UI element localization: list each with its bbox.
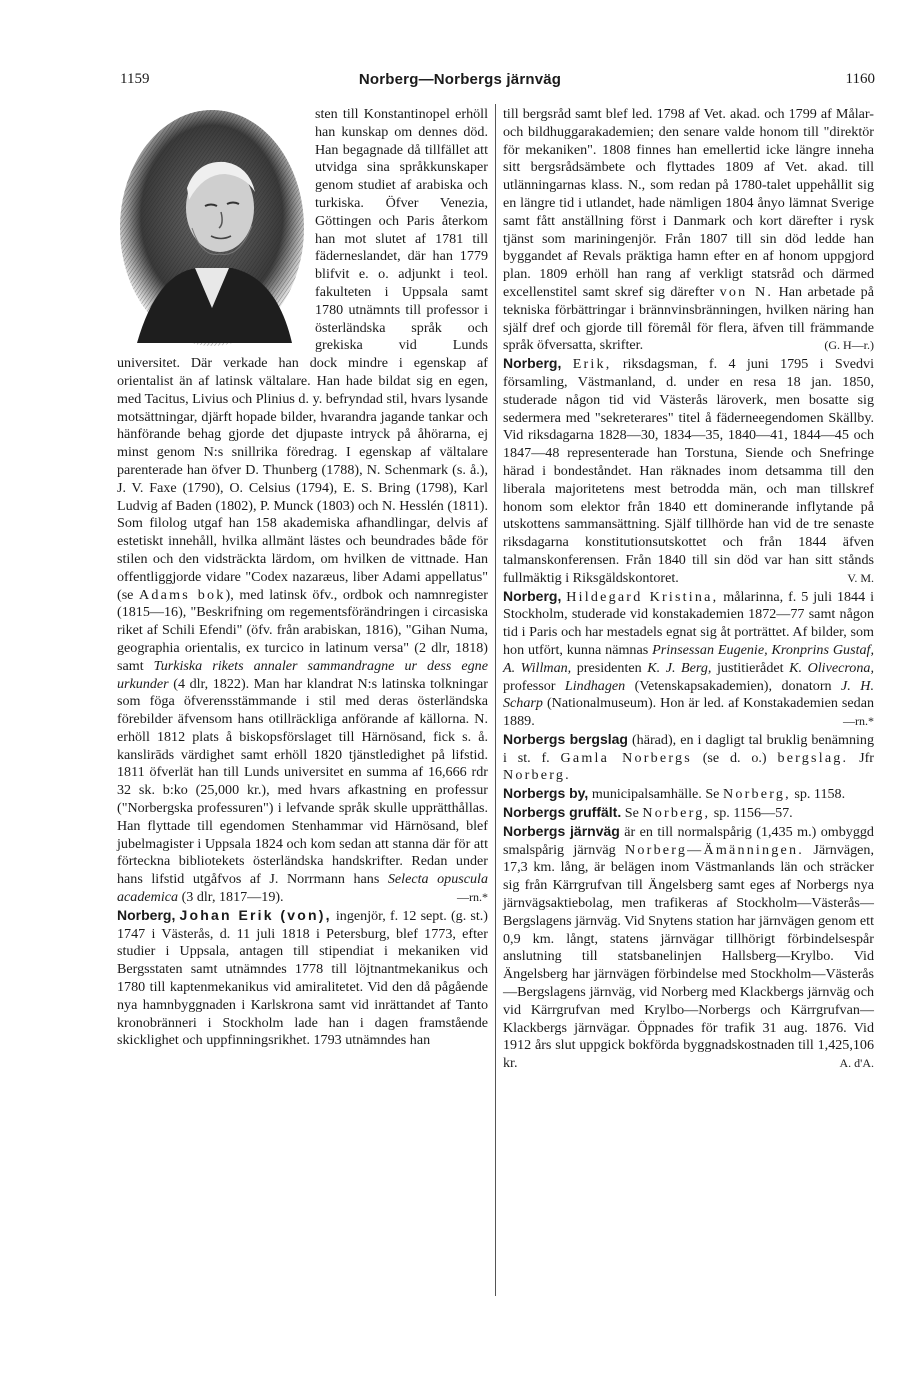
entry-bergslag: Norbergs bergslag (härad), en i dagligt tal bruklig benämning i st. f. Gamla Norbergs (se d. o.) bergslag. Jfr Norberg. bbox=[503, 730, 875, 784]
signature: A. d'A. bbox=[839, 1056, 874, 1071]
entry-jarnvag: Norbergs järnväg är en till normalspårig (1,435 m.) ombyggd smalspårig järnväg Norberg—Ämänningen. Järnvägen, 17,3 km. lång, är belägen inom Västmanlands län och sträcker sig från Kärrgrufvan till Ängelsberg samt eges af Norbergs nya järnvägsaktiebolag, men trafikeras af Stockholm—Västerås—Bergslagens järnväg. Vid Snytens station har järnvägen genom ett 0,9 km. långt, statens järnvägar tillhörigt förbindelsespår anslutning till statsbanelinjen Hallsberg—Krylbo. Vid Ängelsberg har järnvägen förbindelse med Stockholm—Västerås—Bergslagens järnväg, vid Norberg med Klackbergs järnväg och vid Kärrgrufvan med Krylbo—Norbergs och Kärrgrufvan—Klackbergs järnvägar. Öppnades för trafik 31 aug. 1876. Vid 1912 års slut uppgick bokförda byggnadskostnaden till 1,425,106 kr. A. d'A. bbox=[503, 822, 874, 1072]
entry-johan-erik: Norberg, Johan Erik (von), ingenjör, f. 12 sept. (g. st.) 1747 i Västerås, d. 11 juli 1818 i Petersburg, blef 1773, efter studier i Uppsala, antagen till stipendiat i mekaniken vid Bergsstaten samt utnämndes 1778 till löjtnantmekanikus och 1780 till kaptenmekanikus vid amiralitetet. Vid den då pågående nya hamnbyggnaden i Karlskrona samt vid inrättandet af Tanto kronobränneri i Stockholm lade han i dagen framstående skicklighet och uppfinningsrikhet. 1793 utnämndes han bbox=[117, 906, 488, 1049]
entry-name: Erik, bbox=[572, 356, 612, 373]
left-column bbox=[117, 106, 488, 1050]
page-number-left: 1159 bbox=[120, 71, 150, 87]
portrait-engraving bbox=[117, 108, 307, 348]
entry-heading: Norbergs bergslag bbox=[503, 730, 628, 747]
signature: —rn.* bbox=[457, 890, 488, 905]
entry-heading: Norbergs gruffält. bbox=[503, 804, 622, 821]
entry-heading: Norberg, bbox=[503, 355, 562, 372]
entry-hildegard: Norberg, Hildegard Kristina, målarinna, f. 5 juli 1844 i Stockholm, studerade vid konstakademien 1872—77 samt någon tid i Paris och har mestadels egnat sig åt porträttet. Af bilder, som hon utfört, kunna nämnas Prinsessan Eugenie, Kronprins Gustaf, A. Willman, presidenten K. J. Berg, justitierådet K. Olivecrona, professor Lindhagen (Vetenskapsakademien), donatorn J. H. Scharp (Nationalmuseum). Hon är led. af Konstakademien sedan 1889. —rn.* bbox=[503, 587, 874, 730]
entry-heading: Norbergs järnväg bbox=[503, 822, 620, 839]
column-divider bbox=[495, 104, 496, 1296]
entry-name: Johan Erik (von), bbox=[179, 906, 332, 923]
entry-heading: Norberg, bbox=[117, 906, 176, 923]
norberg-matthias-text: sten till Konstantinopel erhöll han kunskap om dennes död. Han begagnade då tillfället att utvidga sina språkkunskaper genom studiet af arabiska och turkiska. Öfver Venezia, Göttingen och Paris återkom han mot slutet af 1781 till fäderneslandet, där han 1779 blifvit e. o. adjunkt i teol. fakulteten i Uppsala samt 1780 utnämnts till professor i österländska språk och grekiska vid Lunds universitet. Där verkade han dock mindre i egenskap af orientalist än af latinsk vältalare. Han hade bildat sig en egen, med Tacitus, Livius och Plinius d. y. befryndad stil, hvars lysande motsättningar, djärft hopade bilder, hvarandra jagande tankar och hänförande behag gjorde det djupaste intryck på åhörarna, ej minst genom N:s snillrika föredrag. I egenskap af vältalare parenterade han öfver D. Thunberg (1788), N. Schenmark (s. å.), J. V. Faxe (1790), O. Celsius (1794), E. S. Bring (1798), Karl Ludvig af Baden (1802), P. Munck (1803) och N. Hesslén (1811). Som filolog utgaf han 158 akademiska afhandlingar, delvis af estetiskt innehåll, hvilka allmänt lästes och beundrades både för stilen och den vidsträckta lärdom, om hvilken de vittnade. Han offentliggjorde vidare "Codex nazaræus, liber Adami appellatus" (se Adams bok), med latinsk öfv., ordbok och namnregister (1815—16), "Beskrifning om regementsförändringen i circasiska riket af Schili Efendi" (öfv. från arabiskan, 1816), "Gihan Numa, geographia orientalis, ex turcico in latinum versa" (2 dlr, 1818) samt Turkiska rikets annaler sammandragne ur dess egne urkunder (4 dlr, 1822). Man har klandrat N:s latinska tolkningar som föga öfverensstämmande i stil med deras österländska förebilder äfvensom hans otillräckliga anförande af källorna. N. erhöll 1812 plats å biskopsförslaget till Härnösand, fick s. å. kanslirāds värdighet samt erhöll 1820 tjänstledighet på lifstid. 1811 öfverlät han till Lunds universitet en summa af 16,666 rdr 32 sk. b:ko (25,000 kr.), med hvars afkastning en professur ("Norbergska professuren") i lefvande språk skulle upprätthållas. Han flyttade till egendomen Stenhammar vid Härnösand, blef jubelmagister i Uppsala 1824 och kom sedan att stanna där för att förteckna bibliotekets österländska handskrifter. Redan under hans lifstid utgåfvos af J. Norrmann hans Selecta opuscula academica (3 dlr, 1817—19). —rn.* bbox=[117, 106, 488, 906]
entry-heading: Norbergs by, bbox=[503, 785, 589, 802]
entry-heading: Norberg, bbox=[503, 587, 562, 604]
entry-name: Hildegard Kristina, bbox=[566, 588, 719, 605]
signature: —rn.* bbox=[843, 714, 874, 729]
adams-bok-ref: Adams bok bbox=[139, 586, 226, 603]
signature: (G. H—r.) bbox=[824, 338, 874, 353]
signature: V. M. bbox=[847, 570, 874, 585]
entry-gruffalt: Norbergs gruffält. Se Norberg, sp. 1156—57. bbox=[503, 804, 793, 822]
selecta-title: Selecta opuscula academica bbox=[117, 871, 488, 906]
page-number-right: 1160 bbox=[845, 71, 875, 87]
turkiska-title: Turkiska rikets annaler sammandragne ur dess egne urkunder bbox=[117, 657, 488, 692]
portrait-image bbox=[117, 108, 307, 348]
entry-by: Norbergs by, municipalsamhälle. Se Norberg, sp. 1158. bbox=[503, 785, 846, 803]
running-title: Norberg—Norbergs järnväg bbox=[358, 71, 562, 88]
page-header bbox=[0, 71, 920, 95]
entry-johan-erik-cont: till bergsråd samt blef led. 1798 af Vet. akad. och 1799 af Målar- och bildhuggarakademien; den senare valde honom till "direktör för mekaniken". 1808 finnes han emellertid icke längre inneha sitt bergsrådsämbete och flyttades 1809 af Vet. akad. till utlänningarnas klass. N., som redan på 1780-talet uppehållit sig en längre tid i utlandet, hade nämligen 1804 ånyo lämnat Sverige samt fått anställning först i Danmark och kort därefter i rysk tjänst som mariningenjör. Från 1807 till sin död ledde han byggandet af Revals präktiga hamn efter en af honom uppgjord plan. 1809 erhöll han rang af verkligt statsråd och därmed excellenstitel samt skref sig därefter von N. Han arbetade på tekniska förbättringar i brännvinsbränningen, hvilken näring han själf dref och gjorde till föremål för flera, äfven till främmande språk öfversatta, skrifter. (G. H—r.) bbox=[503, 106, 874, 354]
right-column bbox=[503, 106, 874, 1073]
entry-erik: Norberg, Erik, riksdagsman, f. 4 juni 1795 i Svedvi församling, Västmanland, d. under en resa 18 jan. 1850, studerade någon tid vid Västerås läroverk, men bosatte sig sedermera med "sekreterares" titel å fäderneegendomen Skällby. Vid riksdagarna 1828—30, 1834—35, 1840—41, 1844—45 och 1847—48 representerade han Torstuna, Siende och Snefringe härad i bondeståndet. Han räknades inom detsamma till den liberala majoritetens mest betrodda män, och man tillskref honom som elektor från 1840 ett dominerande inflytande på utskottens sammansättning. Själf tillhörde han vid de tre senaste riksdagarna konstitutionsutskottet och från 1844 äfven talmanskonferensen. Från 1840 till sin död var han sitt stånds fullmäktig i Riksgäldskontoret. V. M. bbox=[503, 355, 874, 586]
